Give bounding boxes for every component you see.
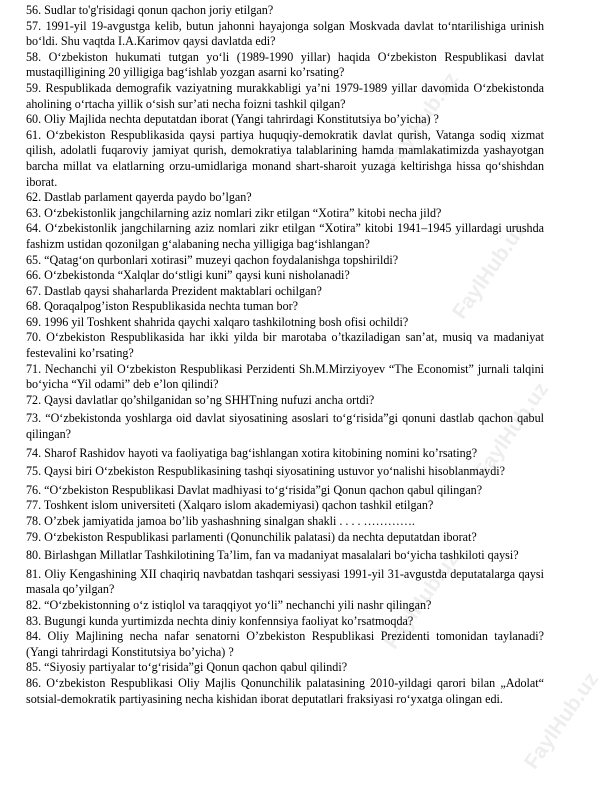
question-item: 83. Bugungi kunda yurtimizda nechta diniy konfennsiya faoliyat ko’rsatmoqda? — [26, 613, 414, 628]
question-item: 61. O‘zbekiston Respublikasida qaysi partiya huquqiy-demokratik davlat qurish, Vatanga sodiq xizmat qilish, adolatli fuqaroviy jamiyat qurish, demokratiya talablarining hamda mamlakatimizda yashayotgan barcha millat va elatlarning orzu-umidlariga monand shart-sharoit yuzaga keltirishga hissa qo‘shishdan iborat. — [26, 127, 544, 189]
question-item: 62. Dastlab parlament qayerda paydo bo’lgan? — [26, 190, 252, 205]
question-item: 86. O‘zbekiston Respublikasi Oliy Majlis Qonunchilik palatasining 2010-yildagi qarori bilan „Adolat“ sotsial-demokratik partiyasining necha kishidan iborat deputatlari fraksiyasi ro‘yxatga olingan edi. — [26, 675, 544, 706]
question-item: 76. “O‘zbekiston Respublikasi Davlat madhiyasi to‘g‘risida”gi Qonun qachon qabul qilingan? — [26, 482, 483, 497]
question-item: 69. 1996 yil Toshkent shahrida qaychi xalqaro tashkilotning bosh ofisi ochildi? — [26, 314, 409, 329]
question-item: 68. Qoraqalpog’iston Respublikasida nechta tuman bor? — [26, 299, 299, 314]
question-item: 59. Respublikada demografik vaziyatning murakkabligi ya’ni 1979-1989 yillar davomida O‘zbekistonda aholining o‘rtacha yillik o‘sish sur’ati necha foizni tashkil qilgan? — [26, 80, 544, 111]
question-item: 57. 1991-yil 19-avgustga kelib, butun jahonni hayajonga solgan Moskvada davlat to‘ntarilishiga urinish bo‘ldi. Shu vaqtda I.A.Karimov qaysi davlatda edi? — [26, 18, 544, 49]
question-item: 75. Qaysi biri O‘zbekiston Respublikasining tashqi siyosatining ustuvor yo‘nalishi hisoblanmaydi? — [26, 464, 506, 479]
question-item: 81. Oliy Kengashining XII chaqiriq navbatdan tashqari sessiyasi 1991-yil 31-avgustda deputatalarga qaysi masala qo’yilgan? — [26, 566, 544, 597]
watermark: FaylHub.uz — [380, 548, 464, 654]
question-item: 82. “O‘zbekistonning o‘z istiqlol va taraqqiyot yo‘li” nechanchi yili nashr qilingan? — [26, 597, 432, 612]
question-item: 85. “Siyosiy partiyalar to‘g‘risida”gi Qonun qachon qabul qilindi? — [26, 660, 348, 675]
question-item: 70. O‘zbekiston Respublikasida har ikki yilda bir marotaba o’tkaziladigan san’at, musiq va madaniyat festevalini ko’rsating? — [26, 330, 544, 361]
question-item: 71. Nechanchi yil O‘zbekiston Respublikasi Perzidenti Sh.M.Mirziyoyev “The Economist” jurnali talqini bo‘yicha “Yil odami” deb e’lon qilindi? — [26, 361, 544, 392]
question-item: 56. Sudlar to'g'risidagi qonun qachon joriy etilgan? — [26, 3, 274, 17]
watermark: FaylHub.uz — [380, 68, 464, 174]
watermark: FaylHub.uz — [520, 668, 604, 774]
question-item: 73. “O‘zbekistonda yoshlarga oid davlat siyosatining asoslari to‘g‘risida”gi qonuni dastlab qachon qabul qilingan? — [26, 411, 544, 442]
question-item: 79. O‘zbekiston Respublikasi parlamenti (Qonunchilik palatasi) da nechta deputatdan iborat? — [26, 529, 477, 544]
question-item: 64. O‘zbekistonlik jangchilarning aziz nomlari zikr etilgan “Xotira” kitobi 1941–1945 yillardagi urushda fashizm ustidan qozonilgan g‘alabaning necha yilligiga bag‘ishlangan? — [26, 221, 544, 251]
watermark: FaylHub.uz — [448, 218, 532, 324]
question-list — [26, 3, 544, 707]
question-item: 80. Birlashgan Millatlar Tashkilotining Ta’lim, fan va madaniyat masalalari bo‘yicha tashkiloti qaysi? — [26, 548, 519, 563]
watermark: FaylHub.uz — [470, 378, 554, 484]
question-item: 60. Oliy Majlida nechta deputatdan iborat (Yangi tahrirdagi Konstitutsiya bo’yicha) ? — [26, 112, 439, 127]
question-item: 66. O‘zbekistonda “Xalqlar do‘stligi kuni” qaysi kuni nisholanadi? — [26, 268, 350, 283]
question-item: 78. O’zbek jamiyatida jamoa bo’lib yashashning sinalgan shakli . . . . …………. — [26, 514, 415, 528]
question-item: 58. O‘zbekiston hukumati tutgan yo‘li (1989-1990 yillar) haqida O‘zbekiston Respublikasi davlat mustaqilligining 20 yilligiga bag‘ishlab yozgan asarni ko’rsating? — [26, 49, 544, 80]
question-item: 74. Sharof Rashidov hayoti va faoliyatiga bag‘ishlangan xotira kitobining nomini ko’rsating? — [26, 445, 478, 460]
question-item: 67. Dastlab qaysi shaharlarda Prezident maktablari ochilgan? — [26, 283, 322, 298]
question-item: 84. Oliy Majlining necha nafar senatorni O’zbekiston Respublikasi Prezidenti tomonidan taylanadi? (Yangi tahrirdagi Konstitutsiya bo’yicha) ? — [26, 629, 544, 659]
question-item: 65. “Qatag‘on qurbonlari xotirasi” muzeyi qachon foydalanishga topshirildi? — [26, 252, 399, 267]
question-item: 77. Toshkent islom universiteti (Xalqaro islom akademiyasi) qachon tashkil etilgan? — [26, 498, 434, 513]
question-item: 63. O‘zbekistonlik jangchilarning aziz nomlari zikr etilgan “Xotira” kitobi necha jild? — [26, 205, 442, 220]
question-item: 72. Qaysi davlatlar qo’shilganidan so’ng SHHTning nufuzi ancha ortdi? — [26, 392, 375, 407]
